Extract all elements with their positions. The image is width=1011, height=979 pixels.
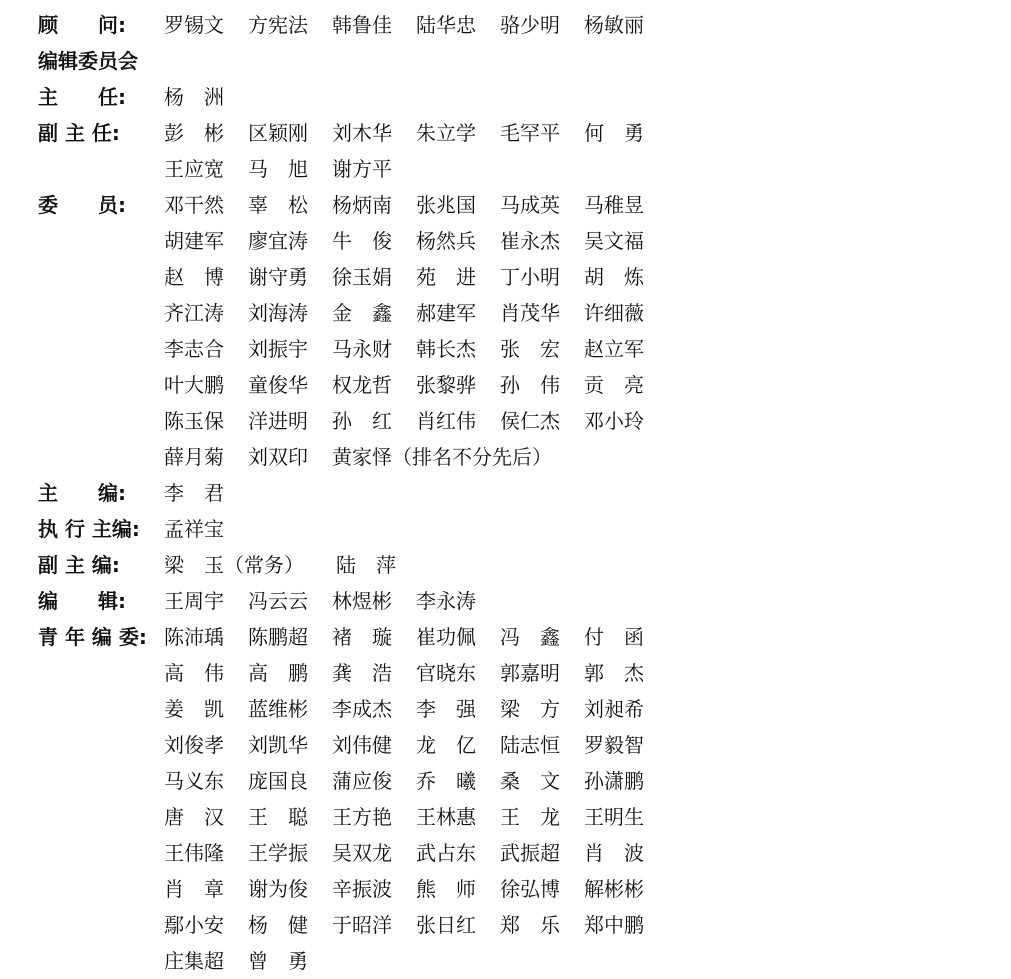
- person-name: 马义东: [164, 769, 224, 793]
- person-name: 吴双龙: [332, 841, 392, 865]
- editor-in-chief-names: [164, 475, 674, 511]
- director-names: [164, 79, 674, 115]
- editor-in-chief-label: 主 编:: [38, 481, 126, 505]
- person-name: 齐江涛: [164, 301, 224, 325]
- executive-editor-label: 执 行 主编:: [38, 517, 140, 541]
- person-name: 权龙哲: [332, 373, 392, 397]
- person-name: 李志合: [164, 337, 224, 361]
- advisors-label: 顾 问:: [38, 13, 126, 37]
- person-name: 孙 红: [332, 409, 392, 433]
- person-name: 毛罕平: [500, 121, 560, 145]
- director-row: [38, 79, 998, 115]
- person-name: 付 函: [584, 625, 644, 649]
- person-name: 刘海涛: [248, 301, 308, 325]
- editors-row: [38, 583, 998, 619]
- editor-in-chief-row: [38, 475, 998, 511]
- person-name: 李 强: [416, 697, 476, 721]
- person-name: 廖宜涛: [248, 229, 308, 253]
- person-name: 辛振波: [332, 877, 392, 901]
- deputy-editor-label: 副 主 编:: [38, 553, 120, 577]
- person-name: 蒲应俊: [332, 769, 392, 793]
- person-name: 武振超: [500, 841, 560, 865]
- person-name: 杨 洲: [164, 85, 224, 109]
- person-name: 肖 波: [584, 841, 644, 865]
- person-name: 邓干然: [164, 193, 224, 217]
- person-name: 王明生: [584, 805, 644, 829]
- person-name: 张兆国: [416, 193, 476, 217]
- person-name: 于昭洋: [332, 913, 392, 937]
- person-name: 郝建军: [416, 301, 476, 325]
- advisors-row: [38, 7, 998, 43]
- person-name: 赵立军: [584, 337, 644, 361]
- deputy-editor-names: [164, 547, 674, 583]
- person-name: 徐弘博: [500, 877, 560, 901]
- person-name: 杨然兵: [416, 229, 476, 253]
- person-name: 陈鹏超: [248, 625, 308, 649]
- person-name: 郭嘉明: [500, 661, 560, 685]
- person-name: 马成英: [500, 193, 560, 217]
- editors-label: 编 辑:: [38, 589, 126, 613]
- person-name: 郑中鹏: [584, 913, 644, 937]
- person-name: 褚 璇: [332, 625, 392, 649]
- person-name: 韩鲁佳: [332, 13, 392, 37]
- members-row: [38, 187, 998, 475]
- person-name: 刘振宇: [248, 337, 308, 361]
- person-name: 徐玉娟: [332, 265, 392, 289]
- person-name: 官晓东: [416, 661, 476, 685]
- person-name: 姜 凯: [164, 697, 224, 721]
- person-name: 郑 乐: [500, 913, 560, 937]
- person-name: 孙潇鹏: [584, 769, 644, 793]
- director-label: 主 任:: [38, 85, 126, 109]
- person-name: 崔永杰: [500, 229, 560, 253]
- person-name: 王方艳: [332, 805, 392, 829]
- person-name: 肖红伟: [416, 409, 476, 433]
- person-name: 陆 萍: [336, 553, 396, 577]
- person-name: 刘双印: [248, 445, 308, 469]
- person-name: 高 鹏: [248, 661, 308, 685]
- person-name: 陆志恒: [500, 733, 560, 757]
- person-name: 郭 杰: [584, 661, 644, 685]
- person-name: 冯云云: [248, 589, 308, 613]
- person-name: 薛月菊: [164, 445, 224, 469]
- person-name: 何 勇: [584, 121, 644, 145]
- executive-editor-names: [164, 511, 674, 547]
- person-name: 王周宇: [164, 589, 224, 613]
- person-name: 王学振: [248, 841, 308, 865]
- person-name: 丁小明: [500, 265, 560, 289]
- person-name: 龚 浩: [332, 661, 392, 685]
- person-name: 桑 文: [500, 769, 560, 793]
- executive-editor-row: [38, 511, 998, 547]
- person-name: 谢为俊: [248, 877, 308, 901]
- person-name: 张日红: [416, 913, 476, 937]
- youth-committee-names: [164, 619, 674, 979]
- person-name: 刘昶希: [584, 697, 644, 721]
- person-name: 庞国良: [248, 769, 308, 793]
- editorial-committee-title: 编辑委员会: [38, 49, 138, 73]
- person-name: 叶大鹏: [164, 373, 224, 397]
- person-name: 王林惠: [416, 805, 476, 829]
- person-name: 曾 勇: [248, 949, 308, 973]
- person-name: 吴文福: [584, 229, 644, 253]
- person-name: 张黎骅: [416, 373, 476, 397]
- editorial-board-document: [38, 7, 998, 979]
- person-name: 罗毅智: [584, 733, 644, 757]
- person-name: 梁 方: [500, 697, 560, 721]
- person-name: 马永财: [332, 337, 392, 361]
- person-name: 李 君: [164, 481, 224, 505]
- deputy-director-names: [164, 115, 674, 187]
- members-label: 委 员:: [38, 193, 126, 217]
- person-name: 苑 进: [416, 265, 476, 289]
- person-name: 刘俊孝: [164, 733, 224, 757]
- person-name: 解彬彬: [584, 877, 644, 901]
- person-name: 庄集超: [164, 949, 224, 973]
- person-name: 杨 健: [248, 913, 308, 937]
- person-name: 邓小玲: [584, 409, 644, 433]
- person-name: 许细薇: [584, 301, 644, 325]
- advisors-names: [164, 7, 674, 43]
- person-name: 张 宏: [500, 337, 560, 361]
- person-name: 谢方平: [332, 157, 392, 181]
- person-name: 熊 师: [416, 877, 476, 901]
- person-name: 骆少明: [500, 13, 560, 37]
- person-name: 方宪法: [248, 13, 308, 37]
- person-name: 李成杰: [332, 697, 392, 721]
- person-name: 蓝维彬: [248, 697, 308, 721]
- person-name: 胡建军: [164, 229, 224, 253]
- person-name: 彭 彬: [164, 121, 224, 145]
- person-name: 肖茂华: [500, 301, 560, 325]
- person-name: 赵 博: [164, 265, 224, 289]
- person-name: 陆华忠: [416, 13, 476, 37]
- editors-names: [164, 583, 674, 619]
- person-name: 刘伟健: [332, 733, 392, 757]
- members-names: [164, 187, 674, 475]
- person-name: 马 旭: [248, 157, 308, 181]
- person-name: 孟祥宝: [164, 517, 224, 541]
- person-name: 罗锡文: [164, 13, 224, 37]
- person-name: 李永涛: [416, 589, 476, 613]
- person-name: 高 伟: [164, 661, 224, 685]
- person-name: 鄢小安: [164, 913, 224, 937]
- person-name: 区颖刚: [248, 121, 308, 145]
- deputy-editor-row: [38, 547, 998, 583]
- person-name: 林煜彬: [332, 589, 392, 613]
- person-name: 谢守勇: [248, 265, 308, 289]
- person-name: 孙 伟: [500, 373, 560, 397]
- person-name: 侯仁杰: [500, 409, 560, 433]
- deputy-director-row: [38, 115, 998, 187]
- person-name: 辜 松: [248, 193, 308, 217]
- person-name: 陈玉保: [164, 409, 224, 433]
- person-name: 冯 鑫: [500, 625, 560, 649]
- person-name: 梁 玉（常务）: [164, 553, 304, 577]
- person-name: 王 龙: [500, 805, 560, 829]
- person-name: 王应宽: [164, 157, 224, 181]
- person-name: 王 聪: [248, 805, 308, 829]
- person-name: 龙 亿: [416, 733, 476, 757]
- person-name: 胡 炼: [584, 265, 644, 289]
- person-name: 陈沛瑀: [164, 625, 224, 649]
- person-name: 洋进明: [248, 409, 308, 433]
- person-name: 杨敏丽: [584, 13, 644, 37]
- person-name: 金 鑫: [332, 301, 392, 325]
- members-last-name-note: 黄家怿（排名不分先后）: [332, 445, 552, 469]
- person-name: 乔 曦: [416, 769, 476, 793]
- person-name: 肖 章: [164, 877, 224, 901]
- person-name: 马稚昱: [584, 193, 644, 217]
- deputy-director-label: 副 主 任:: [38, 121, 120, 145]
- person-name: 童俊华: [248, 373, 308, 397]
- youth-committee-row: [38, 619, 998, 979]
- person-name: 朱立学: [416, 121, 476, 145]
- person-name: 刘凯华: [248, 733, 308, 757]
- person-name: 刘木华: [332, 121, 392, 145]
- person-name: 贡 亮: [584, 373, 644, 397]
- person-name: 韩长杰: [416, 337, 476, 361]
- person-name: 武占东: [416, 841, 476, 865]
- person-name: 牛 俊: [332, 229, 392, 253]
- youth-committee-label: 青 年 编 委:: [38, 625, 147, 649]
- person-name: 王伟隆: [164, 841, 224, 865]
- person-name: 唐 汉: [164, 805, 224, 829]
- person-name: 杨炳南: [332, 193, 392, 217]
- person-name: 崔功佩: [416, 625, 476, 649]
